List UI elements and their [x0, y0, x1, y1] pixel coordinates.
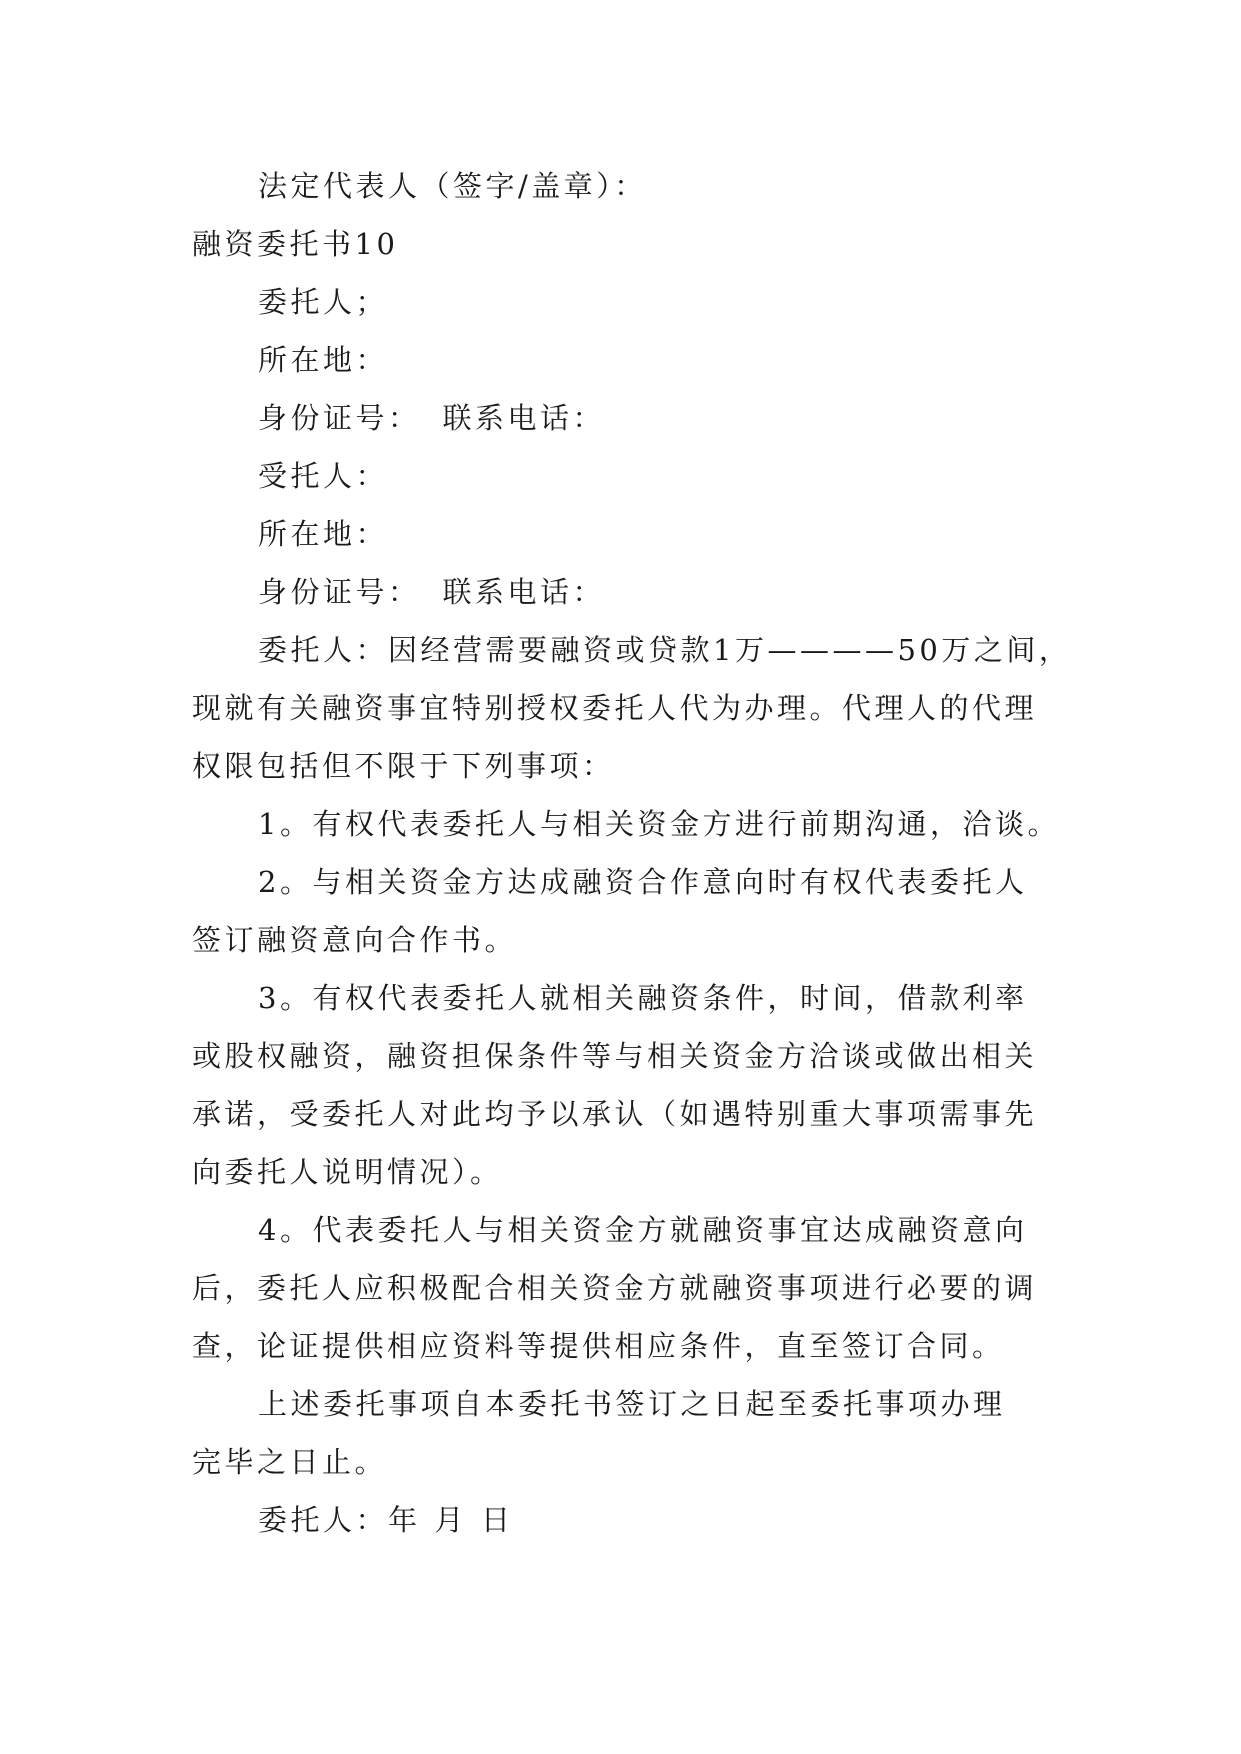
signature-day: 日 [481, 1503, 514, 1537]
item-1-line-1: 1。有权代表委托人与相关资金方进行前期沟通，洽谈。 [258, 807, 1060, 841]
agent-location: 所在地： [258, 517, 389, 551]
agent-phone: 联系电话： [442, 575, 606, 609]
signature-label: 委托人： [258, 1503, 389, 1537]
agent-label: 受托人： [258, 459, 389, 493]
intro-line-1: 委托人：因经营需要融资或贷款1万————50万之间， [258, 633, 1072, 667]
document-title: 融资委托书10 [192, 227, 399, 261]
principal-phone: 联系电话： [442, 401, 606, 435]
principal-label: 委托人； [258, 285, 389, 319]
agent-id-number: 身份证号： [258, 575, 421, 609]
signature-line [258, 1500, 514, 1540]
signature-month: 月 [434, 1503, 468, 1537]
principal-location: 所在地： [258, 343, 389, 377]
item-3-line-1: 3。有权代表委托人就相关融资条件，时间，借款利率 [258, 981, 1028, 1015]
intro-line-3: 权限包括但不限于下列事项： [192, 749, 615, 783]
item-4-line-2: 后，委托人应积极配合相关资金方就融资事项进行必要的调 [192, 1271, 1038, 1305]
intro-line-2: 现就有关融资事宜特别授权委托人代为办理。代理人的代理 [192, 691, 1038, 725]
representative-signature-line: 法定代表人（签字/盖章）： [258, 169, 647, 203]
principal-id-number: 身份证号： [258, 401, 421, 435]
item-4-line-3: 查，论证提供相应资料等提供相应条件，直至签订合同。 [192, 1329, 1005, 1363]
principal-contact-line [258, 398, 605, 438]
agent-contact-line [258, 572, 605, 612]
item-2-line-1: 2。与相关资金方达成融资合作意向时有权代表委托人 [258, 865, 1028, 899]
item-3-line-2: 或股权融资，融资担保条件等与相关资金方洽谈或做出相关 [192, 1039, 1038, 1073]
term-line-1: 上述委托事项自本委托书签订之日起至委托事项办理 [258, 1387, 1006, 1421]
item-3-line-3: 承诺，受委托人对此均予以承认（如遇特别重大事项需事先 [192, 1097, 1038, 1131]
term-line-2: 完毕之日止。 [192, 1445, 388, 1479]
signature-year: 年 [388, 1503, 421, 1537]
item-3-line-4: 向委托人说明情况）。 [192, 1155, 503, 1189]
item-2-line-2: 签订融资意向合作书。 [192, 923, 518, 957]
item-4-line-1: 4。代表委托人与相关资金方就融资事宜达成融资意向 [258, 1213, 1028, 1247]
